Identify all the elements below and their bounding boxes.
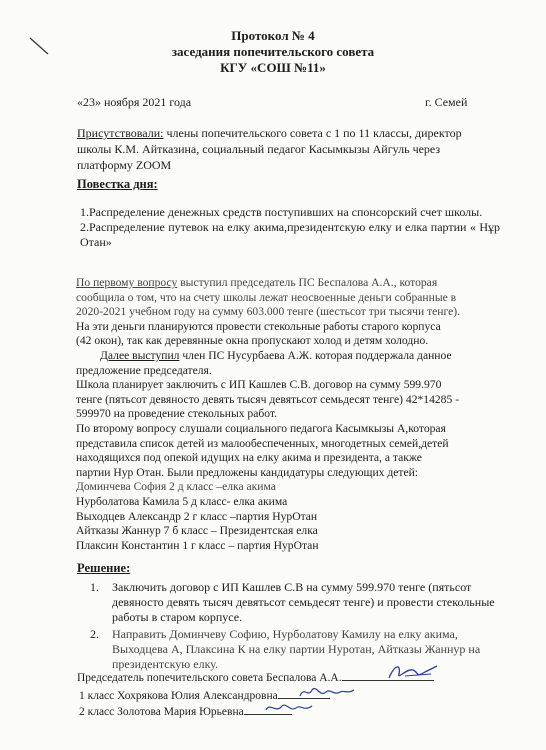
first-question-text: выступил председатель ПС Беспалова А.А., которая — [177, 276, 438, 289]
chair-name: Председатель попечительского совета Беспалова А.А. — [77, 672, 342, 684]
body-first-line — [76, 276, 506, 291]
decision-text: Заключить договор с ИП Кашлев С.В на сумму 599.970 тенге (пятьсот девяносто девять тысяч девятьсот семьдесят тенге) и провести стекольные работы в старом корпусе. — [112, 580, 495, 624]
body-line: (42 окон), так как деревянные окна пропускают холод и детям холодно. — [76, 334, 429, 348]
decision-num: 2. — [90, 627, 99, 641]
class1-name: 1 класс Хохрякова Юлия Александровна — [79, 690, 278, 702]
body-line: представила список детей из малообеспеченных, многодетных семей,детей — [76, 436, 449, 450]
present-text-1: члены попечительского совета с 1 по 11 классы, директор — [163, 126, 462, 140]
meeting-city: г. Семей — [425, 95, 468, 109]
next-speaker-label: Далее выступил — [100, 348, 180, 362]
candidate-line: Айтказы Жаннур 7 б класс – Президентская елка — [76, 524, 318, 538]
doc-school: КГУ «СОШ №11» — [220, 60, 326, 75]
present-line-3: платформу ZOOM — [77, 158, 172, 172]
candidate-line: Плаксин Константин 1 г класс – партия НурОтан — [76, 538, 319, 552]
candidate-line: Выходцев Александр 2 г класс –партия НурОтан — [76, 509, 318, 523]
body-line: 599970 на проведение стекольных работ. — [76, 407, 278, 421]
body-line: тенге (пятьсот девяносто девять тысяч девятьсот семьдесят тенге) 42*14285 - — [76, 392, 460, 406]
signature-class2 — [79, 706, 292, 718]
decision-text: Направить Доминчеву Софию, Нурболатову Камилу на елку акима, Выходцева А, Плаксина К на елку партии Нуротан, Айтказы Жаннур на президентскую елку. — [112, 627, 481, 671]
doc-title: Протокол № 4 — [231, 28, 315, 43]
main-body — [76, 276, 506, 553]
doc-subtitle: заседания попечительского совета — [171, 44, 375, 59]
body-line: Школа планирует заключить с ИП Кашлев С.В. договор на сумму 599.970 — [76, 378, 442, 392]
agenda-item-1: 1.Распределение денежных средств поступивших на спонсорский счет школы. — [80, 205, 483, 219]
body-line: На эти деньги планируются провести стекольные работы старого корпуса — [76, 319, 441, 333]
agenda-label: Повестка дня: — [77, 177, 158, 191]
agenda-item-2: 2.Распределение путевок на елку акима,президентскую елку и елка партии « Нұр Отан» — [80, 220, 500, 249]
agenda-list — [80, 205, 500, 250]
chair-handwritten-signature — [385, 660, 445, 684]
body-line: предложение председателя. — [76, 363, 212, 377]
body-line: партии Нур Отан. Были предложены кандидатуры следующих детей: — [76, 465, 419, 479]
meeting-date: «23» ноября 2021 года — [77, 95, 192, 109]
present-line-1 — [77, 126, 462, 141]
decision-item-2 — [90, 627, 510, 672]
decision-label: Решение: — [77, 561, 131, 575]
decision-list — [90, 580, 510, 672]
candidate-line: Нурболатова Камила 5 д класс- елка акима — [76, 494, 288, 508]
candidate-line: Доминчева София 2 д класс –елка акима — [76, 480, 276, 494]
decision-item-1 — [90, 580, 510, 625]
class2-handwritten-signature — [262, 700, 318, 718]
first-question-label: По первому вопросу — [76, 276, 178, 289]
class2-name: 2 класс Золотова Мария Юрьевна — [79, 706, 244, 718]
signature-chair — [77, 672, 434, 684]
body-next-line — [76, 349, 506, 364]
body-line: 2020-2021 учебном году на сумму 603.000 тенге (шестьсот три тысячи тенге). — [76, 305, 461, 319]
present-label: Присутствовали: — [77, 126, 164, 140]
body-line: сообщила о том, что на счету школы лежат неосвоенные деньги собранные в — [76, 290, 457, 304]
body-line: находящихся под опекой идущих на елку акима и президента, а также — [76, 451, 422, 465]
next-speaker-text: член ПС Нусурбаева А.Ж. которая поддержала данное — [179, 348, 452, 362]
decision-num: 1. — [90, 580, 99, 594]
body-line: По второму вопросу слушали социального педагога Касымкызы А,которая — [76, 421, 446, 435]
present-line-2: школы К.М. Айтказина, социальный педагог Касымкызы Айгуль через — [77, 142, 441, 156]
